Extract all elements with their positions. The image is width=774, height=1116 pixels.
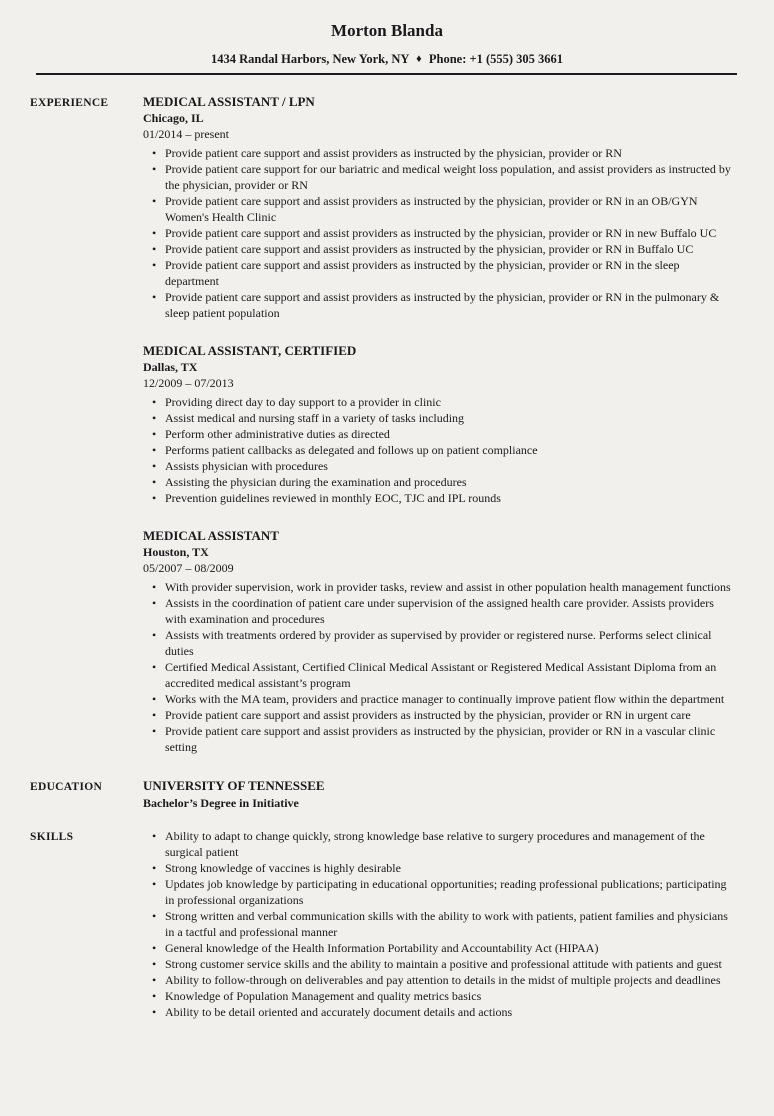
bullet-item: • Perform other administrative duties as directed [165,426,735,442]
skills-section [0,828,774,1020]
job-location: Houston, TX [143,545,209,559]
experience-section [0,94,774,755]
section-label-experience: EXPERIENCE [30,97,109,109]
bullet-item: • Knowledge of Population Management and quality metrics basics [165,988,735,1004]
bullet-item: • Provide patient care support and assist providers as instructed by the physician, provider or RN in urgent care [165,707,735,723]
bullet-item: • General knowledge of the Health Information Portability and Accountability Act (HIPAA) [165,940,735,956]
bullet-item: • Provide patient care support and assist providers as instructed by the physician, provider or RN in the sleep department [165,257,735,289]
bullet-item: • Assisting the physician during the examination and procedures [165,474,735,490]
section-label-skills: SKILLS [30,831,74,843]
job-location: Dallas, TX [143,360,198,374]
bullet-item: • Assists in the coordination of patient care under supervision of the assigned health care provider. Assists providers with examination and procedures [165,595,735,627]
bullet-item: • Updates job knowledge by participating in educational opportunities; reading professional publications; participating in professional organizations [165,876,735,908]
bullet-item: • Assists with treatments ordered by provider as supervised by provider or registered nurse. Performs select clinical duties [165,627,735,659]
bullet-item: • Provide patient care support and assist providers as instructed by the physician, provider or RN in the pulmonary & sleep patient population [165,289,735,321]
education-section [0,778,774,811]
bullet-item: • Provide patient care support and assist providers as instructed by the physician, provider or RN in an OB/GYN Women's Health Clinic [165,193,735,225]
job-entry-2 [143,343,735,506]
contact-phone: Phone: +1 (555) 305 3661 [428,52,564,66]
bullet-item: • With provider supervision, work in provider tasks, review and assist in other population health management functions [165,579,735,595]
section-label-education: EDUCATION [30,781,103,793]
job-location: Chicago, IL [143,111,204,125]
job-entry-3 [143,528,735,755]
job-bullet-list [143,145,735,321]
bullet-item: • Performs patient callbacks as delegated and follows up on patient compliance [165,442,735,458]
bullet-item: • Assist medical and nursing staff in a variety of tasks including [165,410,735,426]
bullet-item: • Ability to adapt to change quickly, strong knowledge base relative to surgery procedures and management of the surgical patient [165,828,735,860]
job-bullet-list [143,394,735,506]
bullet-item: • Provide patient care support and assist providers as instructed by the physician, provider or RN in new Buffalo UC [165,225,735,241]
bullet-item: • Provide patient care support and assist providers as instructed by the physician, provider or RN in Buffalo UC [165,241,735,257]
bullet-item: • Prevention guidelines reviewed in monthly EOC, TJC and IPL rounds [165,490,735,506]
skills-bullet-list [143,828,735,1020]
experience-content [143,94,735,755]
job-dates: 01/2014 – present [143,127,229,141]
job-title: MEDICAL ASSISTANT [143,528,279,543]
education-content [143,778,735,811]
education-degree: Bachelor’s Degree in Initiative [143,796,299,810]
education-school: UNIVERSITY OF TENNESSEE [143,778,325,793]
header-divider [36,73,737,75]
bullet-item: • Strong customer service skills and the ability to maintain a positive and professional attitude with patients and guest [165,956,735,972]
bullet-item: • Ability to follow-through on deliverables and pay attention to details in the midst of multiple projects and deadlines [165,972,735,988]
job-title: MEDICAL ASSISTANT / LPN [143,94,315,109]
job-dates: 05/2007 – 08/2009 [143,561,234,575]
bullet-item: • Providing direct day to day support to a provider in clinic [165,394,735,410]
person-name: Morton Blanda [331,21,443,40]
bullet-item: • Strong written and verbal communication skills with the ability to work with patients, patient families and physicians in a tactful and professional manner [165,908,735,940]
bullet-item: • Assists physician with procedures [165,458,735,474]
contact-line [0,52,774,68]
bullet-item: • Provide patient care support and assist providers as instructed by the physician, provider or RN in a vascular clinic setting [165,723,735,755]
bullet-item: • Provide patient care support and assist providers as instructed by the physician, provider or RN [165,145,735,161]
bullet-item: • Certified Medical Assistant, Certified Clinical Medical Assistant or Registered Medical Assistant Diploma from an accredited medical assistant’s program [165,659,735,691]
bullet-item: • Strong knowledge of vaccines is highly desirable [165,860,735,876]
contact-address: 1434 Randal Harbors, New York, NY [210,52,409,66]
bullet-item: • Works with the MA team, providers and practice manager to continually improve patient flow within the department [165,691,735,707]
job-title: MEDICAL ASSISTANT, CERTIFIED [143,343,357,358]
bullet-item: • Provide patient care support for our bariatric and medical weight loss population, and assist providers as instructed by the physician, provider or RN [165,161,735,193]
skills-content [143,828,735,1020]
diamond-icon: ♦ [416,53,422,65]
job-bullet-list [143,579,735,755]
job-dates: 12/2009 – 07/2013 [143,376,234,390]
bullet-item: • Ability to be detail oriented and accurately document details and actions [165,1004,735,1020]
resume-header [0,0,774,68]
job-entry-1 [143,94,735,321]
